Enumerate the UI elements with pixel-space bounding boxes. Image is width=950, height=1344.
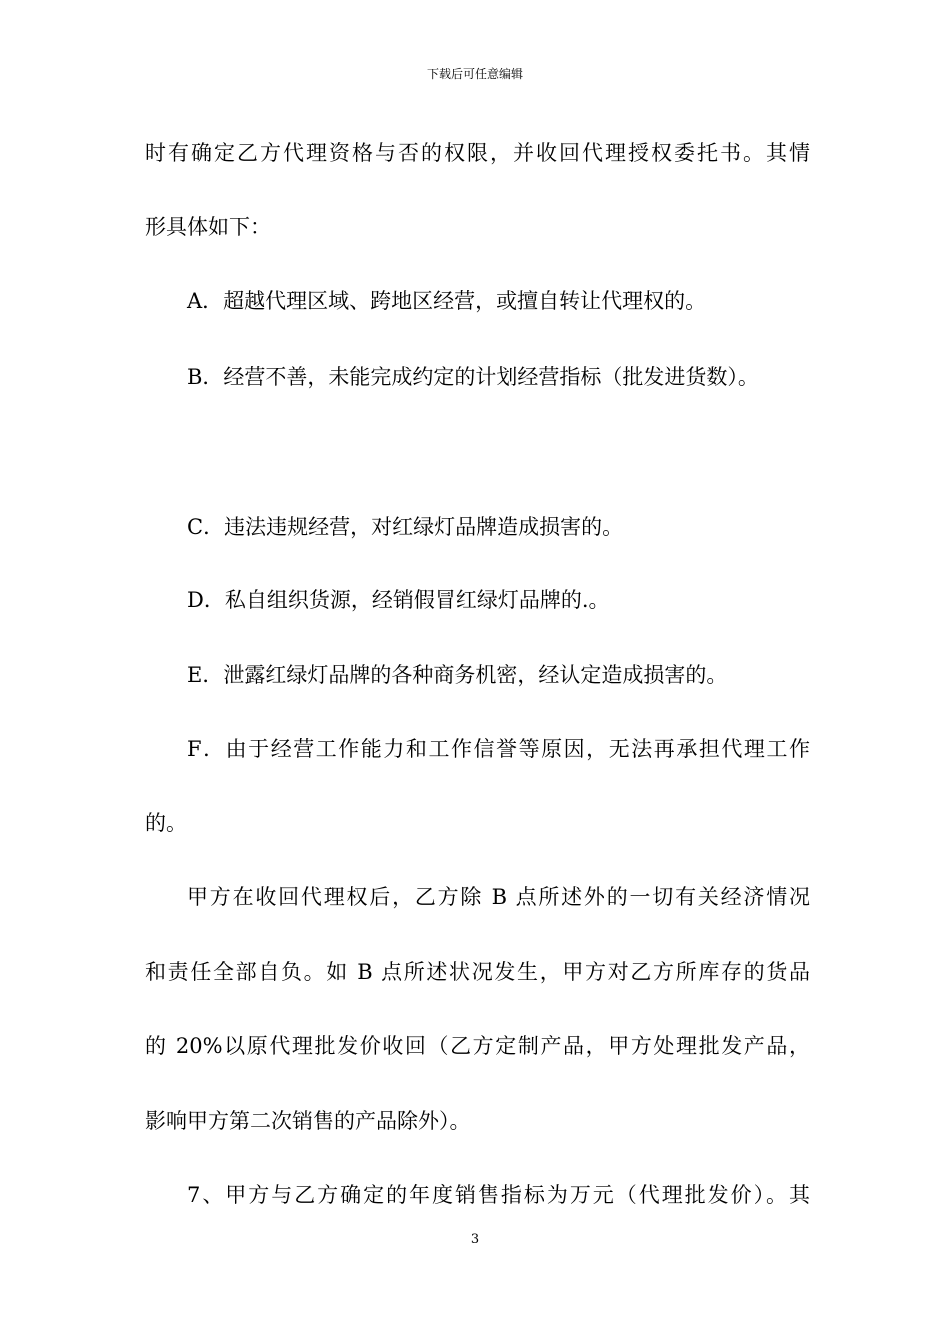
list-item-f: F．由于经营工作能力和工作信誉等原因，无法再承担代理工作	[187, 737, 810, 761]
text-line: 甲方在收回代理权后，乙方除 B 点所述外的一切有关经济情况	[187, 885, 810, 909]
list-item-a: A．超越代理区域、跨地区经营，或擅自转让代理权的。	[187, 289, 707, 313]
text-line: 影响甲方第二次销售的产品除外）。	[145, 1109, 471, 1133]
text-line: 形具体如下：	[145, 215, 271, 239]
text-line: 7、甲方与乙方确定的年度销售指标为万元（代理批发价）。其	[187, 1183, 810, 1207]
list-item-c: C．违法违规经营，对红绿灯品牌造成损害的。	[187, 515, 624, 539]
list-item-e: E．泄露红绿灯品牌的各种商务机密，经认定造成损害的。	[187, 663, 728, 687]
page-header: 下载后可任意编辑	[426, 67, 523, 81]
text-line: 时有确定乙方代理资格与否的权限，并收回代理授权委托书。其情	[145, 141, 810, 165]
text-line: 和责任全部自负。如 B 点所述状况发生，甲方对乙方所库存的货品	[145, 960, 810, 984]
text-line: 的。	[145, 811, 187, 835]
page-number: 3	[470, 1232, 480, 1247]
list-item-d: D．私自组织货源，经销假冒红绿灯品牌的.。	[187, 588, 610, 612]
list-item-b: B．经营不善，未能完成约定的计划经营指标（批发进货数）。	[187, 365, 759, 389]
text-line: 的 20%以原代理批发价收回（乙方定制产品，甲方处理批发产品，	[145, 1034, 810, 1058]
